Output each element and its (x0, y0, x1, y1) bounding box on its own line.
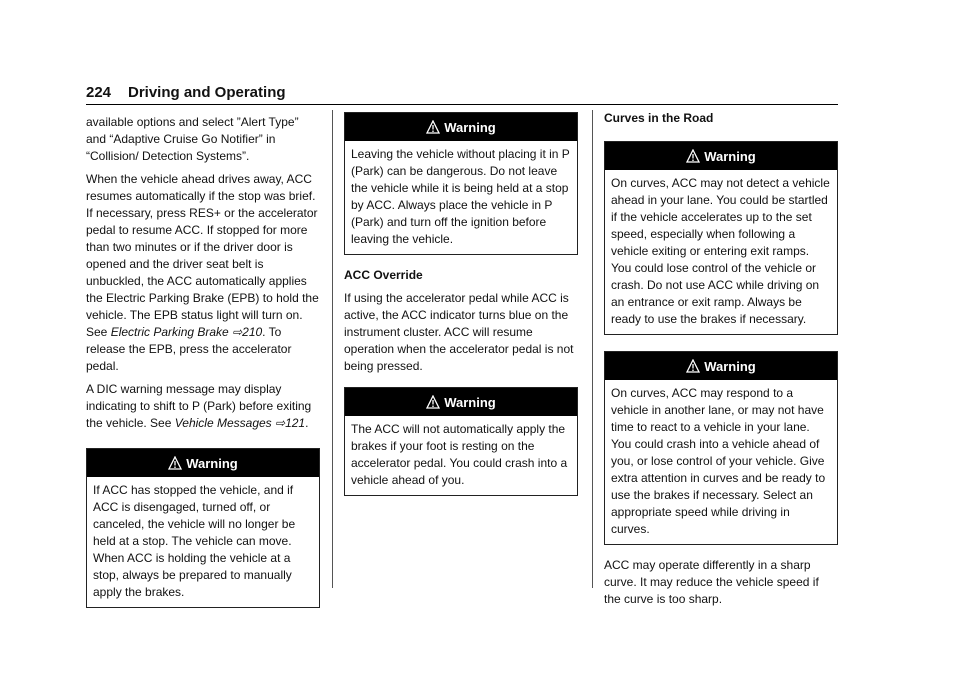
warning-triangle-icon (426, 120, 440, 134)
column-left (86, 110, 320, 608)
paragraph: If using the accelerator pedal while ACC is active, the ACC indicator turns blue on the instrument cluster. ACC will resume operation when the accelerator pedal is not being pressed. (344, 291, 574, 373)
paragraph-text: A DIC warning message may display indicating to shift to P (Park) before exiting the vehicle. See (86, 382, 312, 430)
warning-header (605, 142, 837, 170)
warning-box (344, 387, 578, 496)
column-right (604, 110, 838, 608)
warning-header (87, 449, 319, 477)
warning-box (604, 141, 838, 335)
sub-heading: Curves in the Road (604, 111, 714, 125)
warning-text: The ACC will not automatically apply the brakes if your foot is resting on the accelerator pedal. You could crash into a vehicle ahead of you. (351, 422, 568, 487)
column-divider (332, 110, 333, 588)
cross-reference-page: 121 (285, 416, 306, 430)
paragraph-text: . (305, 416, 309, 430)
page-header (86, 84, 838, 106)
warning-triangle-icon (168, 456, 182, 470)
column-middle (344, 110, 578, 496)
warning-triangle-icon (426, 395, 440, 409)
warning-box (604, 351, 838, 545)
paragraph-text: . To release the EPB, press the accelerator pedal. (86, 325, 292, 373)
cross-reference-title: Vehicle Messages (174, 416, 272, 430)
warning-text: On curves, ACC may respond to a vehicle in another lane, or may not have time to react to a vehicle in your lane. You could crash into a vehicle ahead of you, or lose control of your vehicle. Give extra attention in curves and be ready to use the brakes if necessary. Select an appropriate speed while driving in curves. (611, 386, 826, 536)
cross-reference-link[interactable] (175, 416, 305, 430)
cross-reference-title: Electric Parking Brake (110, 325, 229, 339)
page-reference-icon: ⇨ (232, 325, 243, 339)
warning-title: Warning (704, 358, 756, 374)
warning-text: Leaving the vehicle without placing it in P (Park) can be dangerous. Do not leave the vehicle while it is being held at a stop by ACC. Always place the vehicle in P (Park) and turn off the ignition before leaving the vehicle. (351, 147, 570, 246)
cross-reference-page: 210 (242, 325, 263, 339)
paragraph: ACC may operate differently in a sharp curve. It may reduce the vehicle speed if the curve is too sharp. (604, 558, 819, 606)
section-title: Driving and Operating (128, 84, 286, 101)
cross-reference-link[interactable] (111, 325, 262, 339)
paragraph-text: When the vehicle ahead drives away, ACC resumes automatically if the stop was brief. If necessary, press RES+ or the accelerator pedal to resume ACC. If stopped for more than two minutes or if the driver door is opened and the driver seat belt is unbuckled, the ACC automatically applies the Electric Parking Brake (EPB) to hold the vehicle. The EPB status light will turn on. See (86, 172, 319, 339)
paragraph (86, 381, 320, 432)
header-rule (86, 104, 838, 105)
paragraph: available options and select ”Alert Type” and “Adaptive Cruise Go Notifier” in “Collision/ Detection Systems”. (86, 115, 299, 163)
warning-title: Warning (186, 455, 238, 471)
warning-title: Warning (444, 394, 496, 410)
page-reference-icon: ⇨ (275, 416, 286, 430)
warning-box (344, 112, 578, 255)
warning-text: On curves, ACC may not detect a vehicle ahead in your lane. You could be startled if the vehicle accelerates up to the set speed, especially when following a vehicle exiting or entering exit ramps. You could lose control of the vehicle or crash. Do not use ACC while driving on an entrance or exit ramp. Always be ready to use the brakes if necessary. (611, 176, 830, 326)
page-number: 224 (86, 84, 112, 101)
warning-triangle-icon (686, 359, 700, 373)
warning-box (86, 448, 320, 608)
sub-heading: ACC Override (344, 268, 423, 282)
warning-title: Warning (704, 148, 756, 164)
paragraph (86, 171, 320, 375)
warning-title: Warning (444, 119, 496, 135)
warning-header (345, 113, 577, 141)
column-divider (592, 110, 593, 588)
warning-header (345, 388, 577, 416)
warning-header (605, 352, 837, 380)
warning-text: If ACC has stopped the vehicle, and if ACC is disengaged, turned off, or canceled, the vehicle will no longer be held at a stop. The vehicle can move. When ACC is holding the vehicle at a stop, always be prepared to manually apply the brakes. (93, 483, 296, 599)
warning-triangle-icon (686, 149, 700, 163)
